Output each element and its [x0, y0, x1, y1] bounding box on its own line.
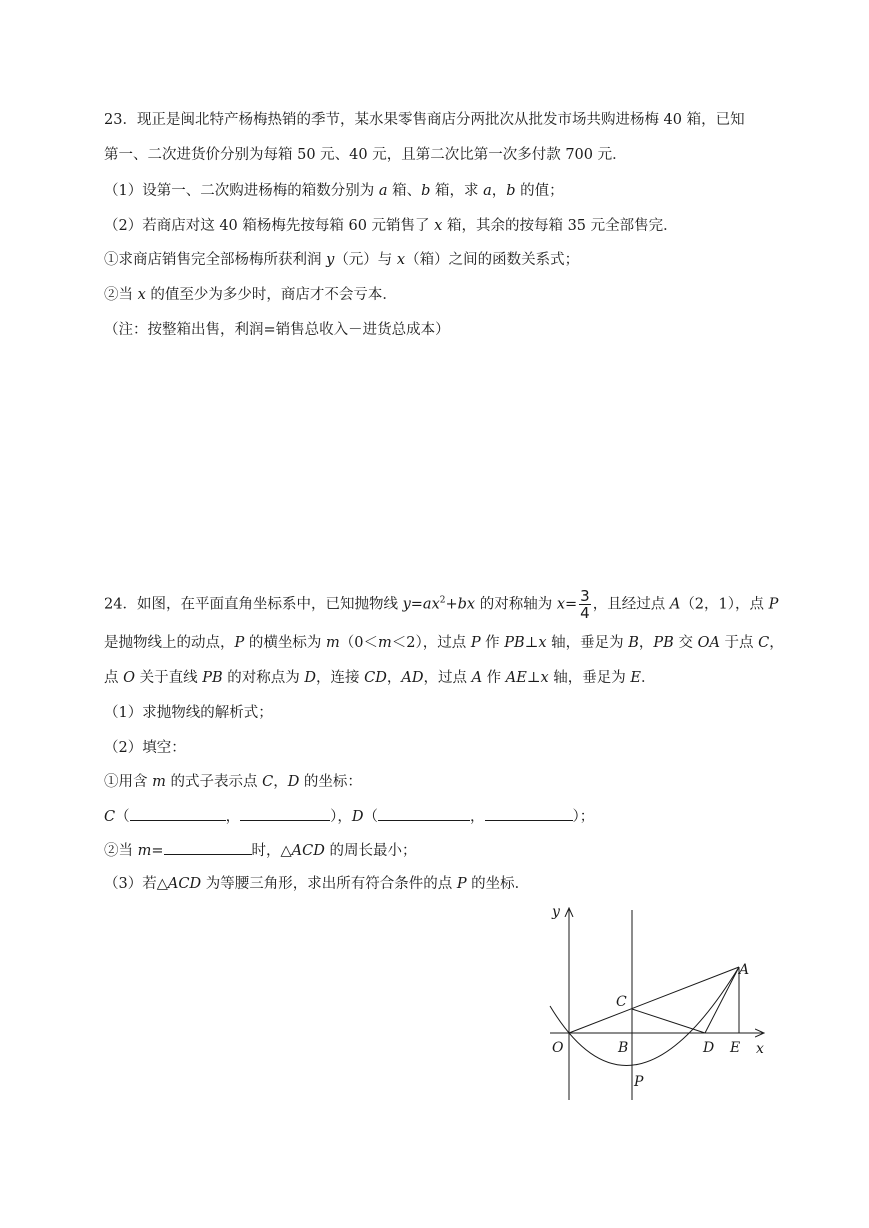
coordinate-figure [538, 900, 778, 1110]
fraction-three-quarters: $\frac{3}{4}$ [580, 587, 590, 622]
q24-part-1: （1）求抛物线的解析式； [104, 705, 273, 721]
label-d: D [703, 1040, 715, 1056]
q23-sub-1: ①求商店销售完全部杨梅所获利润 y（元）与 x（箱）之间的函数关系式； [104, 252, 580, 268]
segment-oa [569, 967, 739, 1033]
label-x: x [756, 1041, 764, 1057]
label-o: O [552, 1040, 564, 1056]
q24-sub-1: ①用含 m 的式子表示点 C，D 的坐标： [104, 774, 362, 790]
answer-blank-c-y[interactable] [240, 806, 330, 821]
answer-blank-d-y[interactable] [485, 806, 573, 821]
q24-part-2: （2）填空： [104, 740, 186, 756]
label-a: A [739, 962, 750, 978]
q24-sub-2: ②当 m= 时，△ACD 的周长最小； [104, 840, 416, 861]
q24-fill-coordinates: C（ ， ），D（ ， ）； [104, 806, 594, 827]
label-b: B [618, 1040, 629, 1056]
segment-ad [705, 967, 739, 1033]
answer-blank-m[interactable] [164, 840, 252, 855]
label-e: E [730, 1040, 741, 1056]
q24-line-3: 点 O 关于直线 PB 的对称点为 D，连接 CD，AD，过点 A 作 AE⊥x 轴，垂足为 E． [104, 670, 656, 686]
q23-part-1: （1）设第一、二次购进杨梅的箱数分别为 a 箱、b 箱，求 a，b 的值； [104, 183, 564, 199]
q24-line-1: 24．如图，在平面直角坐标系中，已知抛物线 $y=ax^2+bx$ 的对称轴为 x= $\frac{3}{4}$ ，且经过点 A（2，1），点 P [104, 587, 779, 622]
q24-part-3: （3）若△ACD 为等腰三角形，求出所有符合条件的点 P 的坐标． [104, 876, 530, 892]
label-c: C [616, 994, 627, 1010]
answer-blank-c-x[interactable] [130, 806, 226, 821]
q23-part-2: （2）若商店对这 40 箱杨梅先按每箱 60 元销售了 x 箱，其余的按每箱 35 元全部售完． [104, 218, 678, 234]
segment-cd [632, 1009, 705, 1033]
q23-line-1: 23．现正是闽北特产杨梅热销的季节，某水果零售商店分两批次从批发市场共购进杨梅 40 箱，已知 [104, 112, 745, 128]
answer-blank-d-x[interactable] [378, 806, 470, 821]
q24-line-2: 是抛物线上的动点，P 的横坐标为 m（0＜m＜2），过点 P 作 PB⊥x 轴，垂足为 B，PB 交 OA 于点 C， [104, 635, 784, 651]
q23-note: （注：按整箱出售，利润=销售总收入－进货总成本） [104, 322, 450, 338]
label-p: P [634, 1074, 644, 1090]
q23-line-2: 第一、二次进货价分别为每箱 50 元、40 元，且第二次比第一次多付款 700 元． [104, 147, 627, 163]
label-y: y [552, 904, 560, 920]
q23-sub-2: ②当 x 的值至少为多少时，商店才不会亏本． [104, 287, 397, 303]
